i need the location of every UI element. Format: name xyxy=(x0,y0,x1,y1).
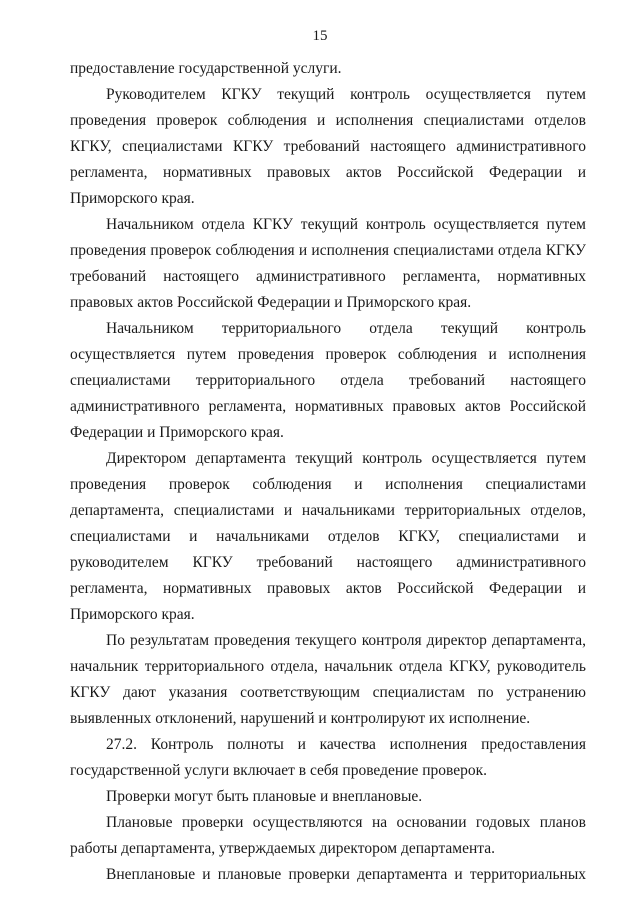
paragraph: предоставление государственной услуги. xyxy=(70,60,342,77)
paragraph: 27.2. Контроль полноты и качества исполнения предоставления государственной услуги включает в себя проведение проверок. xyxy=(70,736,586,779)
document-body xyxy=(70,56,586,888)
paragraph: Проверки могут быть плановые и внеплановые. xyxy=(106,788,423,805)
page-number: 15 xyxy=(312,28,328,44)
paragraph: Начальником территориального отдела текущий контроль осуществляется путем проведения проверок соблюдения и исполнения специалистами территориального отдела требований настоящего административного регламента, нормативных правовых актов Российской Федерации и Приморского края. xyxy=(70,320,586,441)
paragraph: Руководителем КГКУ текущий контроль осуществляется путем проведения проверок соблюдения и исполнения специалистами отделов КГКУ, специалистами КГКУ требований настоящего административного регламента, нормативных правовых актов Российской Федерации и Приморского края. xyxy=(70,86,586,207)
paragraph: Директором департамента текущий контроль осуществляется путем проведения проверок соблюдения и исполнения специалистами департамента, специалистами и начальниками территориальных отделов, специалистами и начальниками отделов КГКУ, специалистами и руководителем КГКУ требований настоящего административного регламента, нормативных правовых актов Российской Федерации и Приморского края. xyxy=(70,450,586,623)
paragraph: Внеплановые и плановые проверки департамента и территориальных xyxy=(106,866,586,883)
paragraph: Начальником отдела КГКУ текущий контроль осуществляется путем проведения проверок соблюдения и исполнения специалистами отдела КГКУ требований настоящего административного регламента, нормативных правовых актов Российской Федерации и Приморского края. xyxy=(70,216,586,311)
paragraph: По результатам проведения текущего контроля директор департамента, начальник территориального отдела, начальник отдела КГКУ, руководитель КГКУ дают указания соответствующим специалистам по устранению выявленных отклонений, нарушений и контролируют их исполнение. xyxy=(70,632,586,727)
paragraph: Плановые проверки осуществляются на основании годовых планов работы департамента, утверждаемых директором департамента. xyxy=(70,814,586,857)
